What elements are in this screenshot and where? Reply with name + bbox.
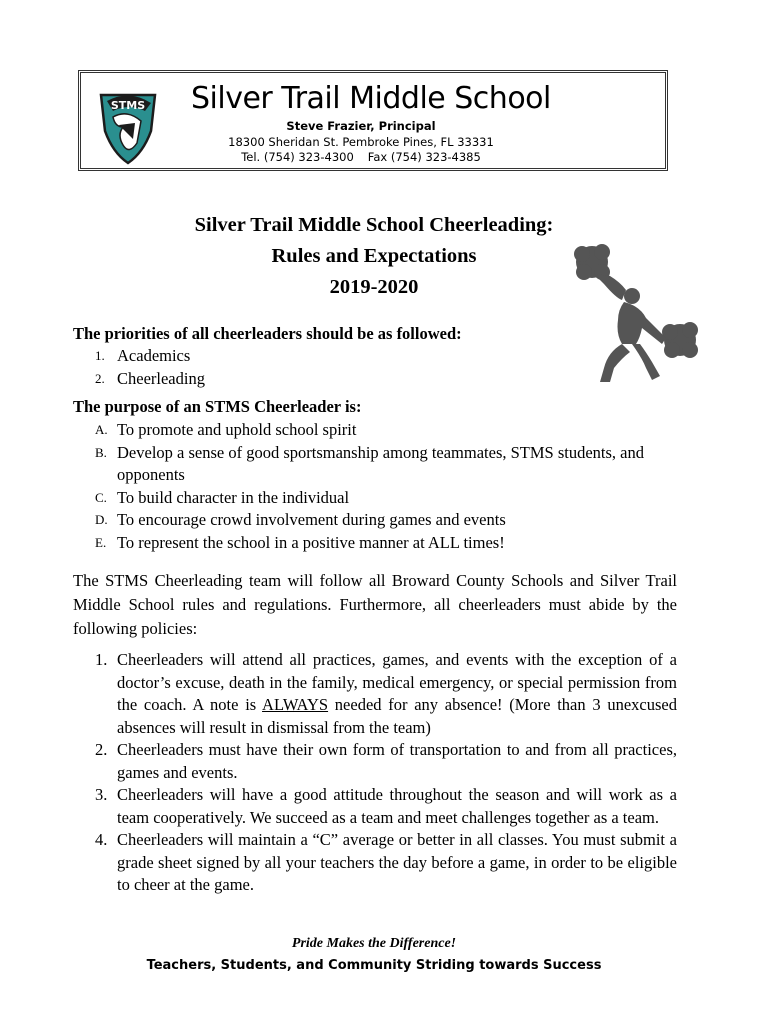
title-line-3: 2019-2020: [329, 276, 419, 298]
school-name: Silver Trail Middle School: [191, 81, 551, 116]
logo-text: STMS: [110, 99, 146, 112]
purpose-list: [73, 419, 683, 554]
policy-item: [73, 649, 677, 739]
title-line-1: Silver Trail Middle School Cheerleading:: [194, 214, 554, 236]
title-line-2: Rules and Expectations: [271, 245, 477, 267]
policy-item: [73, 829, 677, 897]
list-item-text: To encourage crowd involvement during games and events: [117, 510, 506, 529]
list-marker: D.: [95, 512, 108, 527]
policy-text-start: Cheerleaders will attend all practices, games, and events with the exception of a doctor’s excuse, death in the family, medical emergency, or special permission from the coach. A note is: [117, 650, 677, 714]
list-item: [73, 442, 683, 487]
policy-item: [73, 784, 677, 829]
list-item-text: To represent the school in a positive manner at ALL times!: [117, 532, 505, 552]
list-marker: B.: [95, 444, 107, 460]
policies-list: [73, 649, 677, 897]
principal-name: Steve Frazier, Principal: [286, 119, 436, 133]
school-address: 18300 Sheridan St. Pembroke Pines, FL 33331: [228, 135, 494, 149]
underlined-always: ALWAYS: [262, 695, 329, 714]
list-marker: C.: [95, 489, 107, 505]
school-logo: [93, 81, 163, 165]
document-title: [100, 210, 648, 303]
list-item-text: Academics: [117, 346, 191, 365]
purpose-heading: The purpose of an STMS Cheerleader is:: [73, 397, 362, 416]
policy-text: Cheerleaders must have their own form of transportation to and from all practices, games and events.: [117, 740, 677, 782]
policy-text: Cheerleaders will have a good attitude throughout the season and will work as a team cooperatively. We succeed as a team and meet challenges together as a team.: [117, 785, 677, 827]
list-marker: 3.: [95, 785, 108, 804]
policy-item: [73, 739, 677, 784]
list-marker: 2.: [95, 370, 105, 386]
list-item: [73, 368, 683, 391]
fax-number: Fax (754) 323-4385: [367, 150, 481, 164]
priorities-list: [73, 345, 683, 390]
list-item: [73, 419, 683, 442]
phone-number: Tel. (754) 323-4300: [241, 150, 354, 164]
list-marker: 4.: [95, 830, 108, 849]
list-marker: 1.: [95, 348, 105, 363]
list-item: [73, 509, 683, 532]
footer-tagline: Teachers, Students, and Community Striding towards Success: [146, 958, 602, 973]
policy-text: Cheerleaders will maintain a “C” average or better in all classes. You must submit a grade sheet signed by all your teachers the day before a game, in order to be eligible to cheer at the game.: [117, 830, 677, 894]
list-item-text: To build character in the individual: [117, 487, 350, 507]
list-item: [73, 345, 683, 368]
list-item-text: Develop a sense of good sportsmanship among teammates, STMS students, and opponents: [117, 442, 645, 484]
footer-motto: Pride Makes the Difference!: [291, 936, 457, 951]
list-marker: 1.: [95, 650, 108, 669]
list-marker: 2.: [95, 740, 108, 759]
letterhead: [78, 70, 668, 171]
list-marker: A.: [95, 422, 108, 437]
policy-text-end: needed for any absence! (More than 3 unexcused absences will result in dismissal from the team): [117, 695, 677, 737]
phone-fax-line: [191, 150, 531, 165]
intro-paragraph: The STMS Cheerleading team will follow all Broward County Schools and Silver Trail Middle School rules and regulations. Furthermore, all cheerleaders must abide by the following policies:: [73, 571, 677, 638]
list-item-text: To promote and uphold school spirit: [117, 420, 357, 439]
list-marker: E.: [95, 534, 107, 550]
priorities-heading: The priorities of all cheerleaders should be as followed:: [73, 324, 462, 343]
list-item: [73, 487, 683, 510]
list-item: [73, 532, 683, 555]
list-item-text: Cheerleading: [117, 368, 205, 388]
